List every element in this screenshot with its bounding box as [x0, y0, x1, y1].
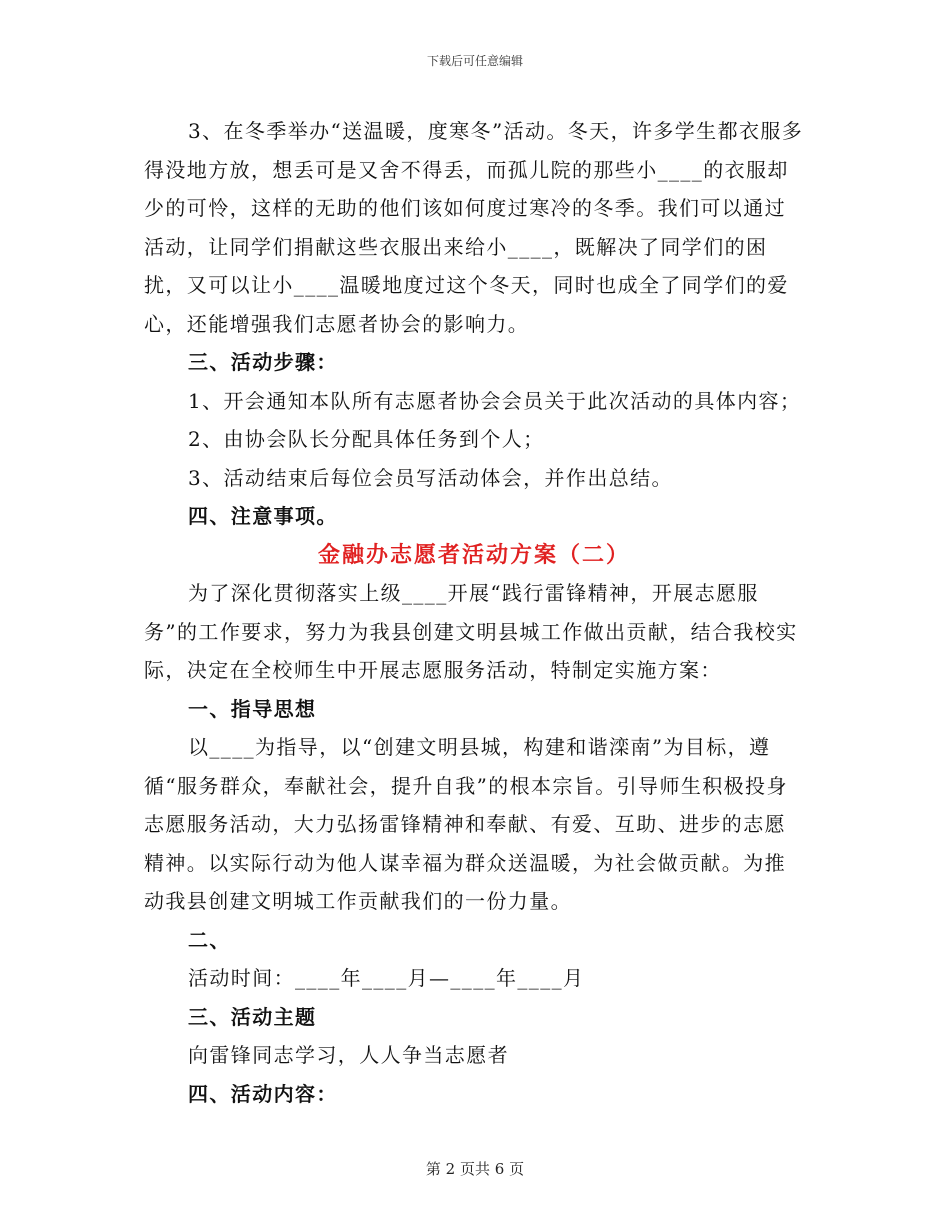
paragraph-intro: 为了深化贯彻落实上级____开展“践行雷锋精神，开展志愿服务”的工作要求，努力为我县创建文明县城工作做出贡献，结合我校实际，决定在全校师生中开展志愿服务活动，特制定实施方案：	[144, 581, 798, 682]
document-title: 金融办志愿者活动方案（二）	[317, 541, 630, 568]
step-item-1: 1、开会通知本队所有志愿者协会会员关于此次活动的具体内容；	[188, 388, 802, 413]
activity-time-line: 活动时间：____年____月—____年____月	[188, 966, 585, 990]
paragraph-guiding-ideology: 以____为指导，以“创建文明县城，构建和谐滦南”为目标，遵循“服务群众，奉献社会，提升自我”的根本宗旨。引导师生积极投身志愿服务活动，大力弘扬雷锋精神和奉献、有爱、互助、进步的志愿精神。以实际行动为他人谋幸福为群众送温暖，为社会做贡献。为推动我县创建文明城工作贡献我们的一份力量。	[144, 735, 788, 913]
step-item-2: 2、由协会队长分配具体任务到个人；	[188, 427, 545, 451]
heading-activity-theme: 三、活动主题	[188, 1004, 317, 1029]
document-body	[144, 112, 804, 1113]
heading-activity-steps: 三、活动步骤：	[188, 350, 338, 374]
activity-theme-text: 向雷锋同志学习，人人争当志愿者	[188, 1043, 509, 1067]
page-header: 下载后可任意编辑	[426, 54, 523, 68]
paragraph-winter-activity: 3、在冬季举办“送温暖，度寒冬”活动。冬天，许多学生都衣服多得没地方放，想丢可是又舍不得丢，而孤儿院的那些小____的衣服却少的可怜，这样的无助的他们该如何度过寒冷的冬季。我们可以通过活动，让同学们捐献这些衣服出来给小____，既解决了同学们的困扰，又可以让小____温暖地度过这个冬天，同时也成全了同学们的爱心，还能增强我们志愿者协会的影响力。	[144, 119, 804, 336]
step-item-3: 3、活动结束后每位会员写活动体会，并作出总结。	[188, 465, 673, 490]
heading-section-two: 二、	[188, 927, 231, 952]
heading-activity-content: 四、活动内容：	[188, 1081, 338, 1106]
page-number-footer: 第 2 页共 6 页	[425, 1160, 525, 1178]
heading-guiding-ideology: 一、指导思想	[188, 696, 317, 721]
heading-notes: 四、注意事项。	[188, 504, 338, 528]
